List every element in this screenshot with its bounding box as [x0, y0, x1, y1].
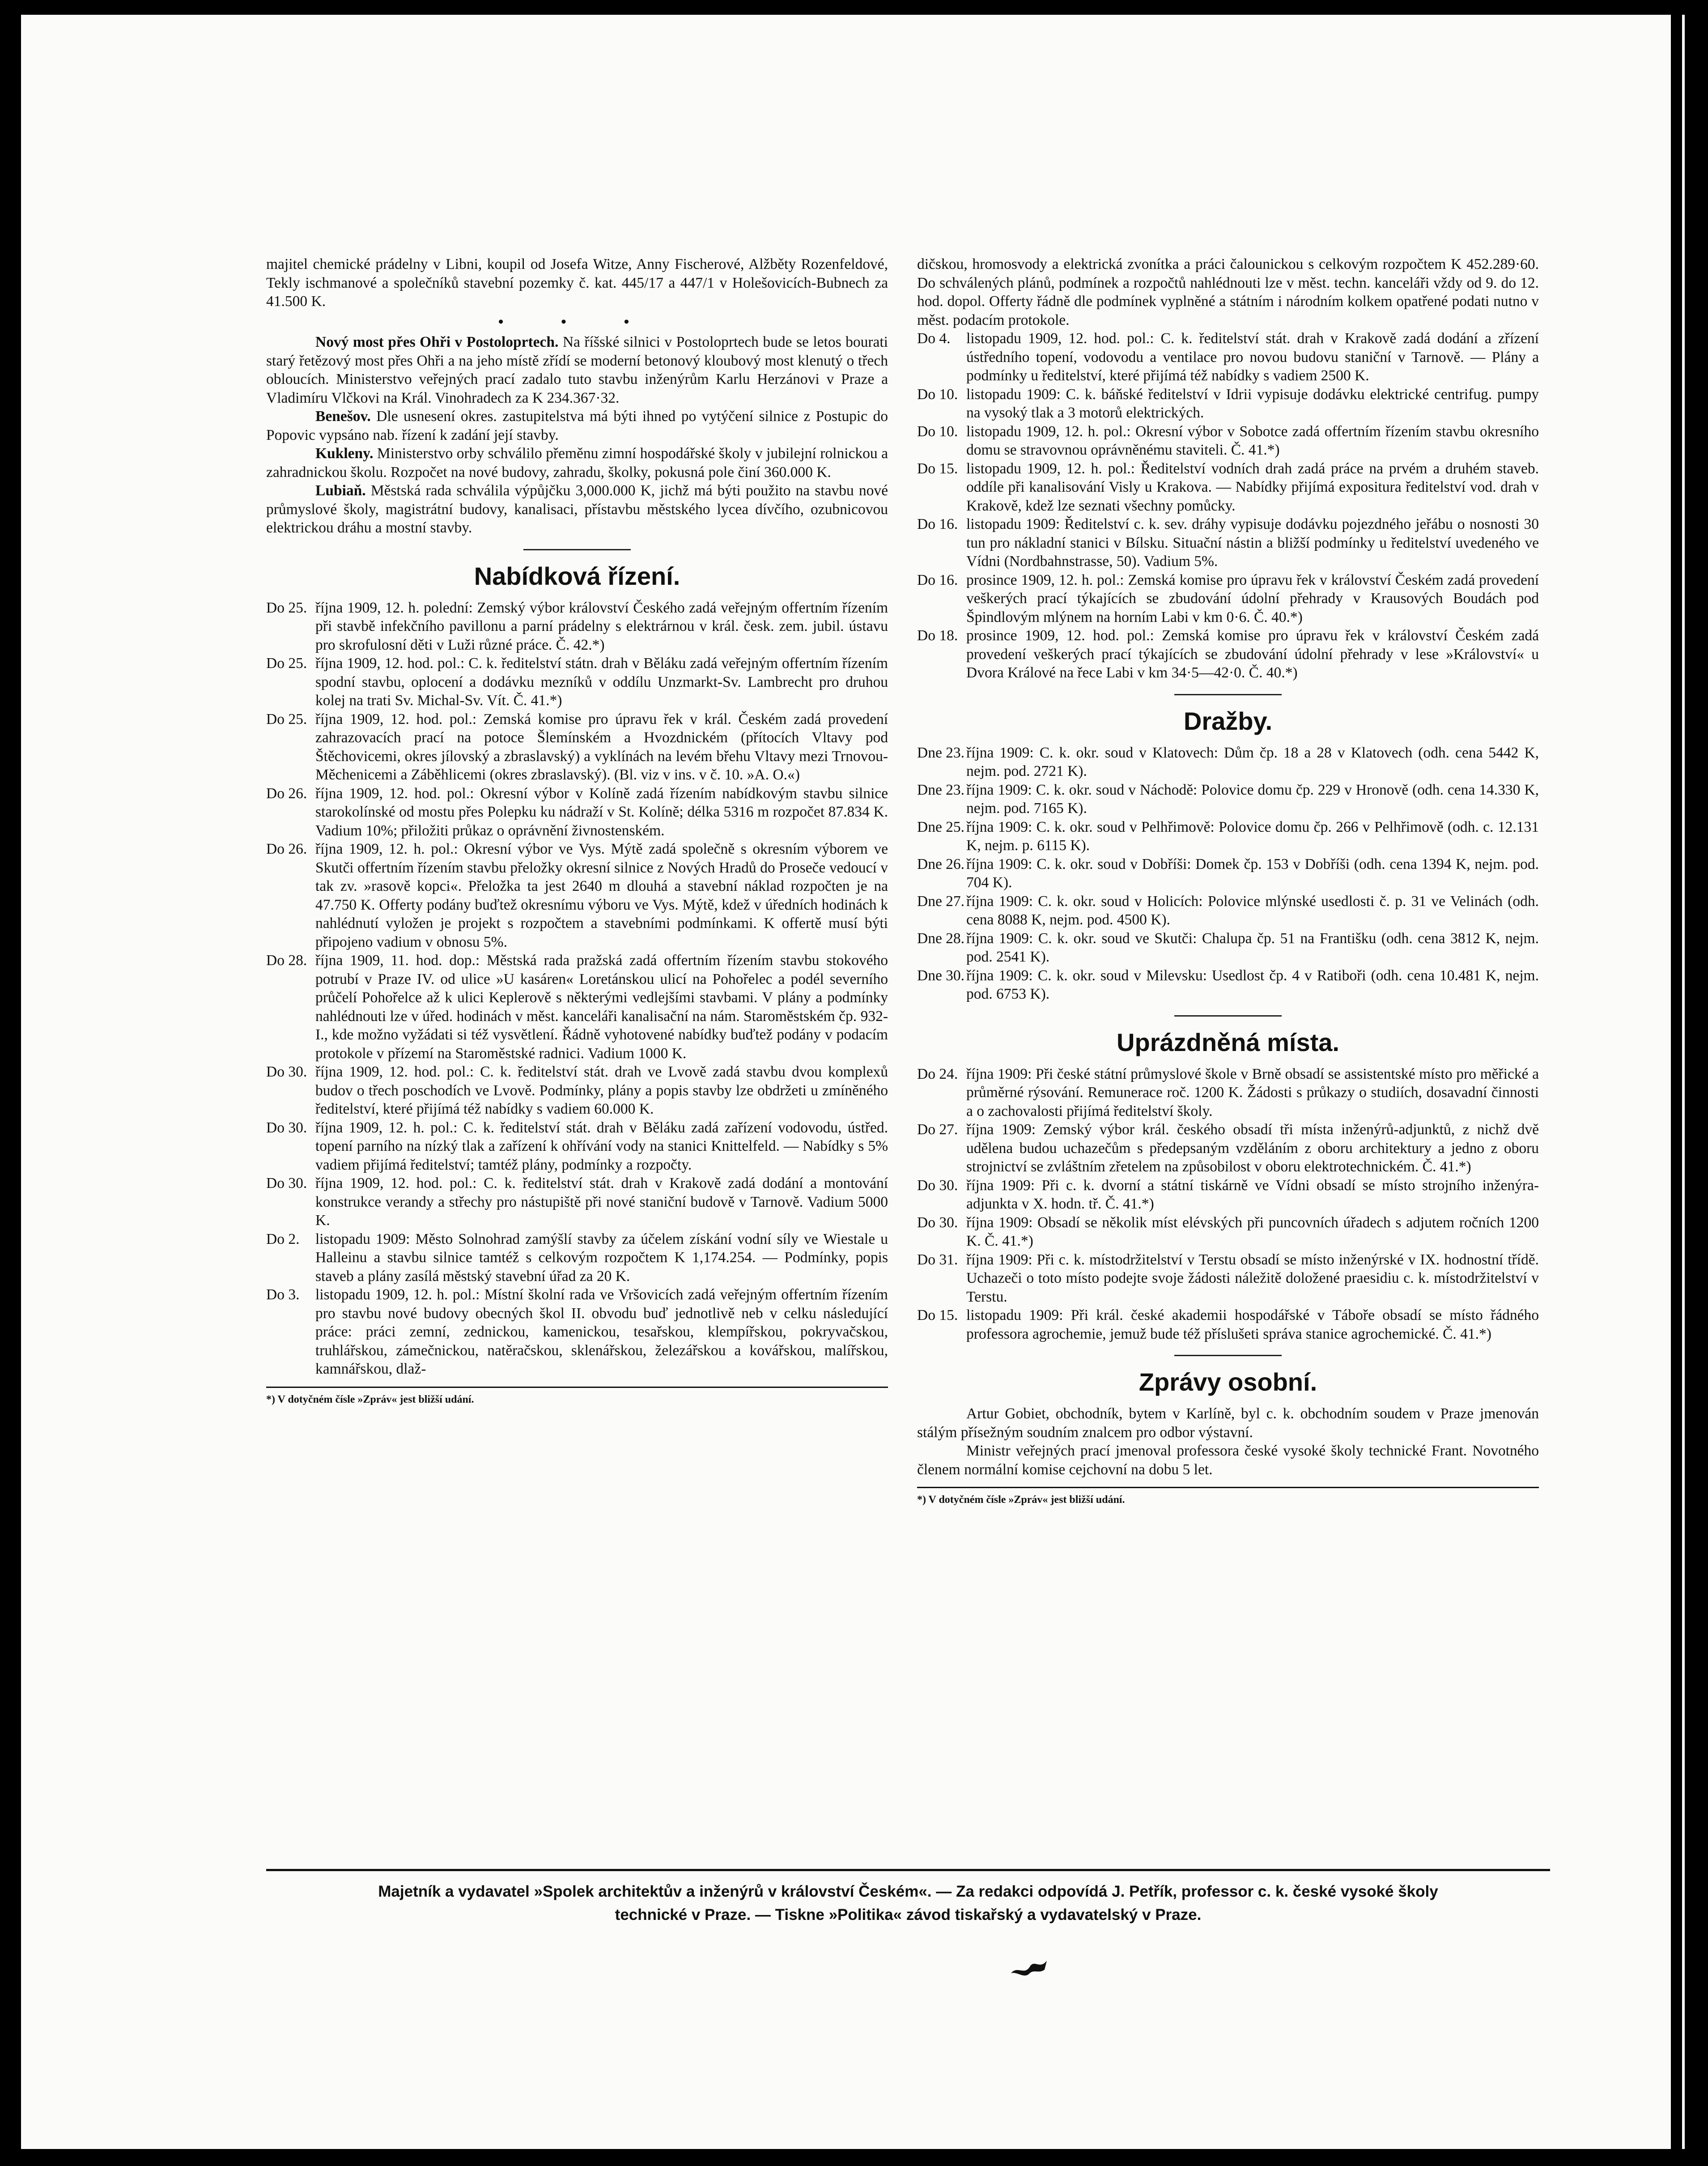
entry-date: Do 30. [266, 1064, 307, 1080]
personal-news: Artur Gobiet, obchodník, bytem v Karlíně, byl c. k. obchodním soudem v Praze jmenován stálým přísežným soudním znalcem pro odbor výstavní. [917, 1405, 1539, 1441]
auction-entry [917, 744, 1539, 781]
tender-entry [266, 1063, 888, 1119]
section-heading-auctions: Dražby. [1183, 706, 1273, 735]
entry-date: Do 24. [917, 1065, 958, 1082]
entry-text: října 1909: C. k. okr. soud v Milevsku: Usedlost čp. 4 v Ratiboři (odh. cena 10.481 K, nejm. pod. 6753 K). [966, 967, 1539, 1002]
entry-text: října 1909: Při c. k. místodržitelství v Terstu obsadí se místo inženýrské v IX. hodnostní třídě. Uchazeči o toto místo podejte svoje žádosti náležitě doložené praesidiu c. k. místodržitelství v Terstu. [966, 1251, 1539, 1305]
entry-date: Do 30. [266, 1175, 307, 1192]
auction-entry [917, 929, 1539, 966]
tender-entry [917, 460, 1539, 515]
entry-date: Do 30. [266, 1119, 307, 1136]
entry-text: listopadu 1909: C. k. báňské ředitelství v Idrii vypisuje dodávku elektrické centrifug. pumpy na vysoký tlak a 3 motorů elektrických. [966, 386, 1539, 421]
news-text: Ministerstvo orby schválilo přeměnu zimní hospodářské školy v jubilejní rolnickou a zahradnickou školu. Rozpočet na nové budovy, zahradu, školky, pokusná pole činí 360.000 K. [266, 445, 888, 481]
left-column [266, 255, 888, 1407]
entry-text: října 1909, 12. hod. pol.: Zemská komise pro úpravu řek v král. Českém zadá provedení zahrazovacích prací na potoce Šlemínském a Hvozdnickém (přítocích Vltavy pod Štěchovicemi, okres jílovský a zbraslavský) a vyklínách na levém břehu Vltavy mezi Trnovou-Měchenicemi a Záběhlicemi (okres zbraslavský). (Bl. viz v ins. v č. 10. »A. O.«) [315, 711, 888, 783]
imprint [266, 1880, 1550, 1927]
entry-text: října 1909, 12. hod. pol.: Okresní výbor v Kolíně zadá řízením nabídkovým stavbu silnice starokolínské od mostu přes Polepku ku nádraží v St. Kolíně; délka 5316 m rozpočet 87.834 K. Vadium 10%; přiložiti průkaz o oprávnění živnostenském. [315, 785, 888, 839]
divider [1174, 1355, 1282, 1356]
auction-entry [917, 966, 1539, 1004]
entry-date: Do 16. [917, 516, 958, 532]
entry-date: Do 16. [917, 571, 958, 588]
continued-paragraph: dičskou, hromosvody a elektrická zvonítka a práci čalounickou s celkovým rozpočtem K 452.289·60. Do schválených plánů, podmínek a rozpočtů nahlédnouti lze v měst. techn. kanceláři vždy od 9. do 12. hod. dopol. Offerty řádně dle podmínek vyplněné a státním i národním kolkem opatřené podati nutno v měst. podacím protokole. [917, 256, 1539, 328]
entry-text: října 1909, 12. h. pol.: Okresní výbor ve Vys. Mýtě zadá společně s okresním výborem ve Skutči offertním řízením stavbu přeložky okresní silnice z Nových Hradů do Proseče vedoucí v tak zv. »rasově kopci«. Přeložka ta jest 2640 m dlouhá a stavební náklad rozpočten je na 47.750 K. Offerty podány buďtež okresnímu výboru ve Vys. Mýtě, kdež v úředních hodinách k nahlédnutí vyložen je projekt s rozpočtem a stavebními podmínkami. K offertě musí býti připojeno vadium v obnosu 5%. [315, 841, 888, 950]
vacancy-entry [917, 1120, 1539, 1176]
tender-entry [266, 784, 888, 840]
divider [1174, 694, 1282, 695]
tender-entry [266, 1174, 888, 1230]
entry-text: prosince 1909, 12. hod. pol.: Zemská komise pro úpravu řek v království Českém zadá provedení veškerých prací týkajících se zbudování údolní přehrady v lese »Království« u Dvora Králové na řece Labi v km 34·5—42·0. Č. 40.*) [966, 627, 1539, 681]
entry-text: listopadu 1909: Ředitelství c. k. sev. dráhy vypisuje dodávku pojezdného jeřábu o nosnosti 30 tun pro nákladní stanici v Bílsku. Situační nástin a bližší podmínky u ředitelství uvedeného ve Vídni (Nordbahnstrasse, 50). Vadium 5%. [966, 516, 1539, 570]
imprint-line: technické v Praze. — Tiskne »Politika« závod tiskařský a vydavatelský v Praze. [615, 1906, 1202, 1923]
entry-date: Dne 23. [917, 781, 965, 798]
tender-entry [266, 1230, 888, 1286]
vacancy-entry [917, 1176, 1539, 1213]
section-heading-vacancies: Uprázdněná místa. [1117, 1028, 1339, 1056]
entry-text: listopadu 1909, 12. h. pol.: Ředitelství vodních drah zadá práce na prvém a druhém staveb. oddíle při kanalisování Visly u Krakova. — Nabídky přijímá expositura ředitelství vod. drah v Krakově, kdež lze seznati všechny pomůcky. [966, 460, 1539, 514]
section-separator: • • • [498, 313, 656, 330]
imprint-rule [266, 1869, 1550, 1871]
entry-date: Dne 23. [917, 744, 965, 761]
vacancy-entry [917, 1306, 1539, 1343]
entry-date: Do 2. [266, 1230, 300, 1247]
entry-date: Do 10. [917, 386, 958, 403]
entry-date: Dne 28. [917, 930, 965, 947]
tender-entry [266, 599, 888, 655]
section-heading-personal: Zprávy osobní. [1139, 1368, 1317, 1396]
tender-entry [266, 1285, 888, 1379]
personal-news: Ministr veřejných prací jmenoval professora české vysoké školy technické Frant. Novotného členem normální komise cejchovní na dobu 5 let. [917, 1443, 1539, 1478]
entry-text: prosince 1909, 12. h. pol.: Zemská komise pro úpravu řek v království Českém zadá provedení veškerých prací týkajících se zbudování údolní přehrady v Krausových Boudách pod Špindlovým mlýnem na horním Labi v km 0·6. Č. 40.*) [966, 571, 1539, 626]
vacancy-entry [917, 1065, 1539, 1121]
tender-entry [917, 626, 1539, 682]
intro-paragraph: majitel chemické prádelny v Libni, koupil od Josefa Witze, Anny Fischerové, Alžběty Rozenfeldové, Tekly ischmanové a společníků stavební pozemky č. kat. 445/17 a 447/1 v Holešovicích-Bubnech za 41.500 K. [266, 256, 888, 310]
tender-entry [917, 385, 1539, 422]
auction-entry [917, 818, 1539, 855]
tender-entry [917, 515, 1539, 571]
entry-text: října 1909: C. k. okr. soud v Holicích: Polovice mlýnské usedlosti č. p. 31 ve Velinách (odh. cena 8088 K, nejm. pod. 4500 K). [966, 893, 1539, 928]
entry-text: listopadu 1909, 12. hod. pol.: C. k. ředitelství stát. drah v Krakově zadá dodání a zřízení ústředního topení, vodovodu a ventilace pro novou budovu staniční v Tarnově. — Plány a podmínky u ředitelství, které přijímá též nabídky s vadiem 2500 K. [966, 330, 1539, 384]
entry-text: října 1909: Při české státní průmyslové škole v Brně obsadí se assistentské místo pro měřické a průměrné rýsování. Remunerace roč. 1200 K. Žádosti s průkazy o studiích, dosavadní činnosti a o zachovalosti přijímá ředitelství školy. [966, 1065, 1539, 1119]
news-heading: Kukleny. [315, 445, 374, 462]
entry-text: října 1909: C. k. okr. soud v Pelhřimově: Polovice domu čp. 266 v Pelhřimově (odh. c. 12.131 K, nejm. p. 6115 K). [966, 818, 1539, 854]
entry-date: Do 25. [266, 599, 307, 616]
entry-date: Do 30. [917, 1177, 958, 1194]
entry-date: Do 25. [266, 655, 307, 672]
tender-entry [917, 571, 1539, 627]
tender-entry [266, 1119, 888, 1174]
divider [1174, 1015, 1282, 1017]
entry-text: listopadu 1909: Při král. české akademii hospodářské v Táboře obsadí se místo řádného professora agrochemie, jemuž bude též příslušeti správa stanice agrochemické. Č. 41.*) [966, 1307, 1539, 1342]
entry-date: Do 25. [266, 711, 307, 728]
news-item [266, 481, 888, 537]
imprint-line: Majetník a vydavatel »Spolek architektův a inženýrů v království Českém«. — Za redakci odpovídá J. Petřík, professor c. k. české vysoké školy [378, 1883, 1438, 1900]
entry-text: listopadu 1909, 12. h. pol.: Okresní výbor v Sobotce zadá offertním řízením stavbu okresního domu se stravovnou oprávněnému staviteli. Č. 41.*) [966, 423, 1539, 458]
news-item [266, 333, 888, 407]
news-text: Dle usnesení okres. zastupitelstva má býti ihned po vytýčení silnice z Postupic do Popovic vypsáno nab. řízení k zadání její stavby. [266, 408, 888, 443]
news-heading: Lubiaň. [315, 482, 366, 499]
tender-entry [266, 654, 888, 710]
entry-text: října 1909: Při c. k. dvorní a státní tiskárně ve Vídni obsadí se místo strojního inženýra-adjunkta v X. hodn. tř. Č. 41.*) [966, 1177, 1539, 1212]
entry-date: Do 4. [917, 330, 951, 347]
news-item [266, 407, 888, 444]
entry-text: října 1909, 12. hod. pol.: C. k. ředitelství stát. drah ve Lvově zadá stavbu dvou komplexů budov o třech poschodích ve Lvově. Podmínky, plány a popis stavby lze obdržeti u zmíněného ředitelství, které přijímá též nabídky s vadiem 60.000 K. [315, 1064, 888, 1117]
entry-date: Do 30. [917, 1214, 958, 1231]
entry-text: října 1909, 12. h. pol.: C. k. ředitelství stát. drah v Běláku zadá zařízení vodovodu, ústřed. topení parního na nízký tlak a zařízení k ohřívání vody na stanici Knittelfeld. — Nabídky s 5% vadiem přijímá ředitelství; tamtéž plány, podmínky a rozpočty. [315, 1119, 888, 1173]
entry-date: Do 26. [266, 785, 307, 802]
entry-text: listopadu 1909, 12. h. pol.: Místní školní rada ve Vršovicích zadá veřejným offertním řízením pro stavbu nové budovy obecných škol II. obvodu buď jednotlivě neb v celku následující práce: práci zemní, zednickou, kamenickou, tesařskou, klempířskou, pokryvačskou, truhlářskou, zámečnickou, natěračskou, sklenářskou, železářskou a kovářskou, malířskou, kamnářskou, dlaž- [315, 1286, 888, 1377]
tender-entry [266, 710, 888, 784]
scan-edge-line [1682, 15, 1685, 2149]
entry-date: Do 28. [266, 952, 307, 969]
entry-text: října 1909: C. k. okr. soud v Dobříši: Domek čp. 153 v Dobříši (odh. cena 1394 K, nejm. pod. 704 K). [966, 855, 1539, 891]
tender-entry [917, 422, 1539, 460]
news-item [266, 444, 888, 481]
entry-date: Dne 26. [917, 855, 965, 872]
entry-date: Dne 25. [917, 818, 965, 835]
entry-text: října 1909: C. k. okr. soud ve Skutči: Chalupa čp. 51 na Františku (odh. cena 3812 K, nejm. pod. 2541 K). [966, 930, 1539, 965]
entry-text: listopadu 1909: Město Solnohrad zamýšlí stavby za účelem získání vodní síly ve Wiestale u Halleinu a stavbu silnice tamtéž s celkovým rozpočtem K 1,174.254. — Podmínky, popis staveb a plány zasílá městský stavební úřad za 20 K. [315, 1230, 888, 1285]
news-text: Na říšské silnici v Postoloprtech bude se letos bourati starý řetězový most přes Ohři a na jeho místě zřídí se moderní betonový kloubový most klenutý o třech obloucích. Ministerstvo veřejných prací zadalo tuto stavbu inženýrům Karlu Herzánovi v Praze a Vladimíru Vlčkovi na Král. Vinohradech za K 234.367·32. [266, 334, 888, 406]
entry-date: Dne 27. [917, 893, 965, 910]
vacancy-entry [917, 1213, 1539, 1251]
entry-date: Do 27. [917, 1121, 958, 1138]
entry-text: října 1909: C. k. okr. soud v Klatovech: Dům čp. 18 a 28 v Klatovech (odh. cena 5442 K, nejm. pod. 2721 K). [966, 744, 1539, 779]
entry-date: Do 18. [917, 627, 958, 644]
auction-entry [917, 855, 1539, 892]
entry-text: října 1909, 12. hod. pol.: C. k. ředitelství stát. drah v Krakově zadá dodání a montování konstrukce verandy a střechy pro nástupiště při nové staniční budově v Tarnově. Vadium 5000 K. [315, 1175, 888, 1229]
section-heading-tenders: Nabídková řízení. [474, 562, 680, 590]
footnote-rule [266, 1387, 888, 1388]
entry-text: října 1909: Zemský výbor král. českého obsadí tři místa inženýrů-adjunktů, z nichž dvě udělena budou uchazečům s předepsaným vzděláním z oboru architektury a jedno z oboru strojnictví se zvláštním zřetelem na způsobilost v oboru elektrotechnickém. Č. 41.*) [966, 1121, 1539, 1175]
entry-date: Do 3. [266, 1286, 300, 1303]
entry-text: října 1909, 11. hod. dop.: Městská rada pražská zadá offertním řízením stavbu stokového potrubí v Praze IV. od ulice »U kasáren« Loretánskou ulicí na Pohořelec a podél severního průčelí Pohořelce až k ulici Keplerově s některými vedlejšími stavbami. V plány a podmínky nahlédnouti lze v úřed. hodinách v měst. kanceláři kanalisační na nám. Staroměstském čp. 932-I., kde možno vyžádati si též vysvětlení. Řádně vyhotovené nabídky buďtež podány v podacím protokole v přízemí na Staroměstské radnici. Vadium 1000 K. [315, 952, 888, 1062]
entry-date: Dne 30. [917, 967, 965, 984]
entry-date: Do 15. [917, 1307, 958, 1323]
entry-date: Do 10. [917, 423, 958, 440]
scan-border [1671, 0, 1708, 2166]
entry-text: října 1909, 12. h. polední: Zemský výbor království Českého zadá veřejným offertním řízením při stavbě infekčního pavillonu a parní prádelny s elektrárnou v král. česk. zem. jubil. ústavu pro skrofulosní děti v Luži různé práce. Č. 42.*) [315, 599, 888, 653]
tender-entry [266, 951, 888, 1063]
entry-text: října 1909: Obsadí se několik míst elévských při puncovních úřadech s adjutem ročních 1200 K. Č. 41.*) [966, 1214, 1539, 1249]
tender-entry [917, 329, 1539, 385]
entry-date: Do 15. [917, 460, 958, 477]
right-column [917, 255, 1539, 1507]
tender-entry [266, 840, 888, 951]
auction-entry [917, 781, 1539, 818]
auction-entry [917, 892, 1539, 929]
printer-ornament-icon [1009, 1956, 1049, 1979]
entry-text: října 1909, 12. hod. pol.: C. k. ředitelství státn. drah v Běláku zadá veřejným offertním řízením spodní stavbu, oplocení a dodávku mezníků v oddílu Unzmarkt-Sv. Lambrecht pro druhou kolej na trati Sv. Michal-Sv. Vít. Č. 41.*) [315, 655, 888, 709]
divider [523, 549, 631, 550]
vacancy-entry [917, 1251, 1539, 1306]
news-heading: Nový most přes Ohři v Postoloprtech. [315, 334, 559, 350]
entry-date: Do 31. [917, 1251, 958, 1268]
news-heading: Benešov. [315, 408, 371, 425]
entry-date: Do 26. [266, 841, 307, 857]
footnote: *) V dotyčném čísle »Zpráv« jest bližší udání. [266, 1393, 474, 1405]
footnote-rule [917, 1487, 1539, 1488]
footnote: *) V dotyčném čísle »Zpráv« jest bližší udání. [917, 1494, 1125, 1506]
news-text: Městská rada schválila výpůjčku 3,000.000 K, jichž má býti použito na stavbu nové průmyslové školy, magistrátní budovy, kanalisaci, přístavbu městského lycea dívčího, ozubnicovou elektrickou dráhu a mostní stavby. [266, 482, 888, 536]
entry-text: října 1909: C. k. okr. soud v Náchodě: Polovice domu čp. 229 v Hronově (odh. cena 14.330 K, nejm. pod. 7165 K). [966, 781, 1539, 817]
